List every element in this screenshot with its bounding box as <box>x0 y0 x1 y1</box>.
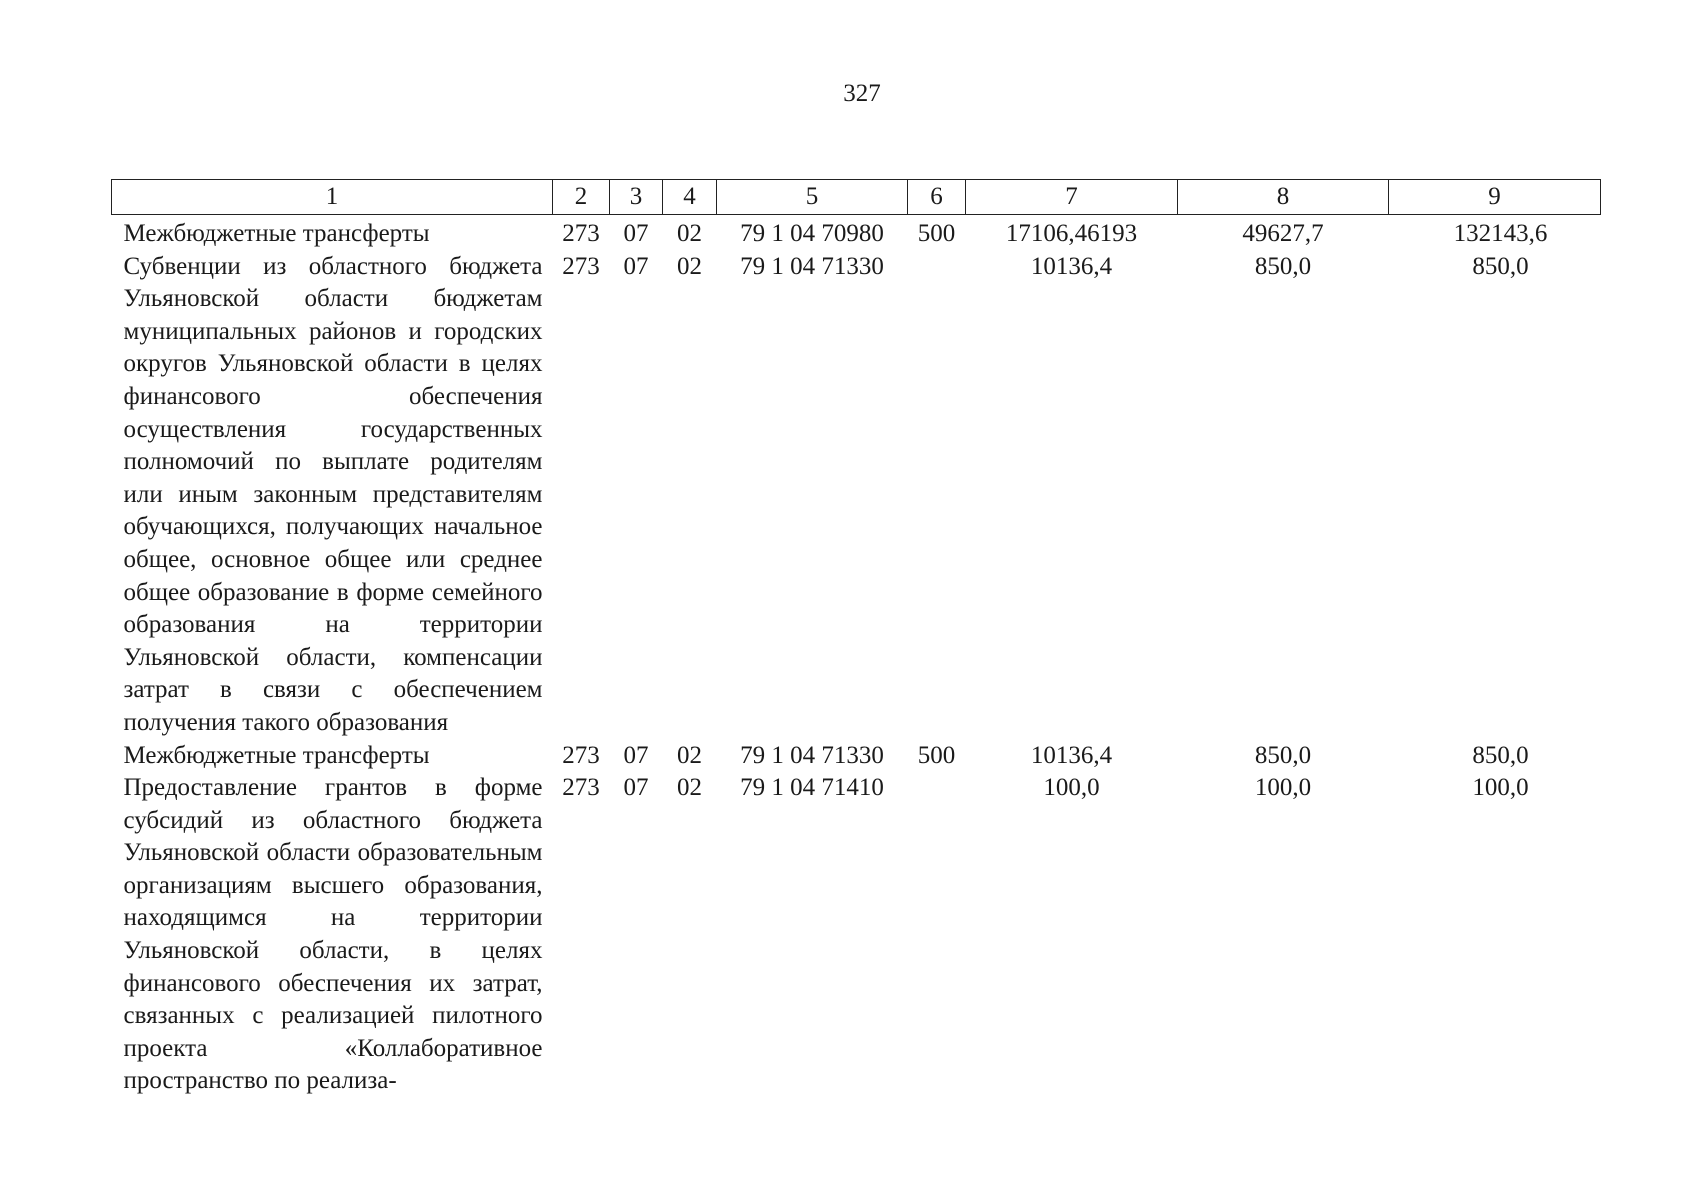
cell-amount-7: 100,0 <box>1043 774 1100 802</box>
cell-section-code: 07 <box>623 774 649 802</box>
cell-amount-7: 10136,4 <box>1030 252 1113 280</box>
row-name-cell: Предоставление грантов в форме субсидий из областного бюджета Ульяновской области образовательным организациям высшего образования, находящимся на территории Ульяновской области, в целях финансового обеспечения их затрат, связанных с реализацией пилотного проекта «Коллаборативное пространство по реализа- <box>123 774 543 1095</box>
table-row <box>112 251 1601 740</box>
row-name-cell: Субвенции из областного бюджета Ульяновской области бюджетам муниципальных районов и городских округов Ульяновской области в целях финансового обеспечения осуществления государственных полномочий по выплате родителям или иным законным представителям обучающихся, получающих начальное общее, основное общее или среднее общее образование в форме семейного образования на территории Ульяновской области, компенсации затрат в связи с обеспечением получения такого образования <box>123 252 543 736</box>
cell-expense-type <box>908 772 966 1098</box>
table-row <box>112 215 1601 251</box>
column-header: 7 <box>966 180 1178 215</box>
table-header-row <box>112 180 1601 215</box>
cell-amount-9: 100,0 <box>1472 774 1529 802</box>
cell-amount-9: 132143,6 <box>1453 220 1548 247</box>
page-number: 327 <box>843 80 881 107</box>
cell-target-item: 79 1 04 71410 <box>740 774 884 802</box>
cell-subsection-code: 02 <box>677 774 702 802</box>
cell-amount-8: 100,0 <box>1254 774 1312 802</box>
cell-target-item: 79 1 04 71330 <box>740 741 884 769</box>
column-header: 3 <box>610 180 663 215</box>
cell-amount-8: 850,0 <box>1254 741 1312 769</box>
cell-subsection-code: 02 <box>677 741 702 769</box>
cell-ministry-code: 273 <box>562 774 600 802</box>
cell-section-code: 07 <box>623 741 649 769</box>
cell-subsection-code: 02 <box>677 252 702 280</box>
cell-amount-9: 850,0 <box>1472 252 1529 280</box>
row-name-cell: Межбюджетные трансферты <box>123 220 430 247</box>
column-header: 1 <box>112 180 553 215</box>
column-header: 4 <box>663 180 717 215</box>
cell-expense-type: 500 <box>917 220 956 247</box>
table-row <box>112 772 1601 1098</box>
cell-target-item: 79 1 04 70980 <box>740 220 884 247</box>
cell-amount-9: 850,0 <box>1472 741 1529 769</box>
cell-amount-8: 850,0 <box>1254 252 1312 280</box>
cell-ministry-code: 273 <box>562 252 600 280</box>
column-header: 6 <box>908 180 966 215</box>
cell-expense-type: 500 <box>917 741 956 769</box>
column-header: 8 <box>1178 180 1389 215</box>
cell-amount-8: 49627,7 <box>1242 220 1324 247</box>
cell-amount-7: 17106,46193 <box>1005 220 1138 247</box>
table-row <box>112 740 1601 773</box>
row-name-cell: Межбюджетные трансферты <box>123 741 430 769</box>
column-header: 2 <box>553 180 610 215</box>
cell-target-item: 79 1 04 71330 <box>740 252 884 280</box>
cell-section-code: 07 <box>623 252 649 280</box>
column-header: 9 <box>1389 180 1601 215</box>
cell-ministry-code: 273 <box>562 741 600 769</box>
budget-table <box>111 179 1601 1098</box>
cell-ministry-code: 273 <box>562 220 600 247</box>
cell-amount-7: 10136,4 <box>1030 741 1113 769</box>
column-header: 5 <box>717 180 908 215</box>
cell-subsection-code: 02 <box>677 220 702 247</box>
cell-section-code: 07 <box>623 220 649 247</box>
cell-expense-type <box>908 251 966 740</box>
